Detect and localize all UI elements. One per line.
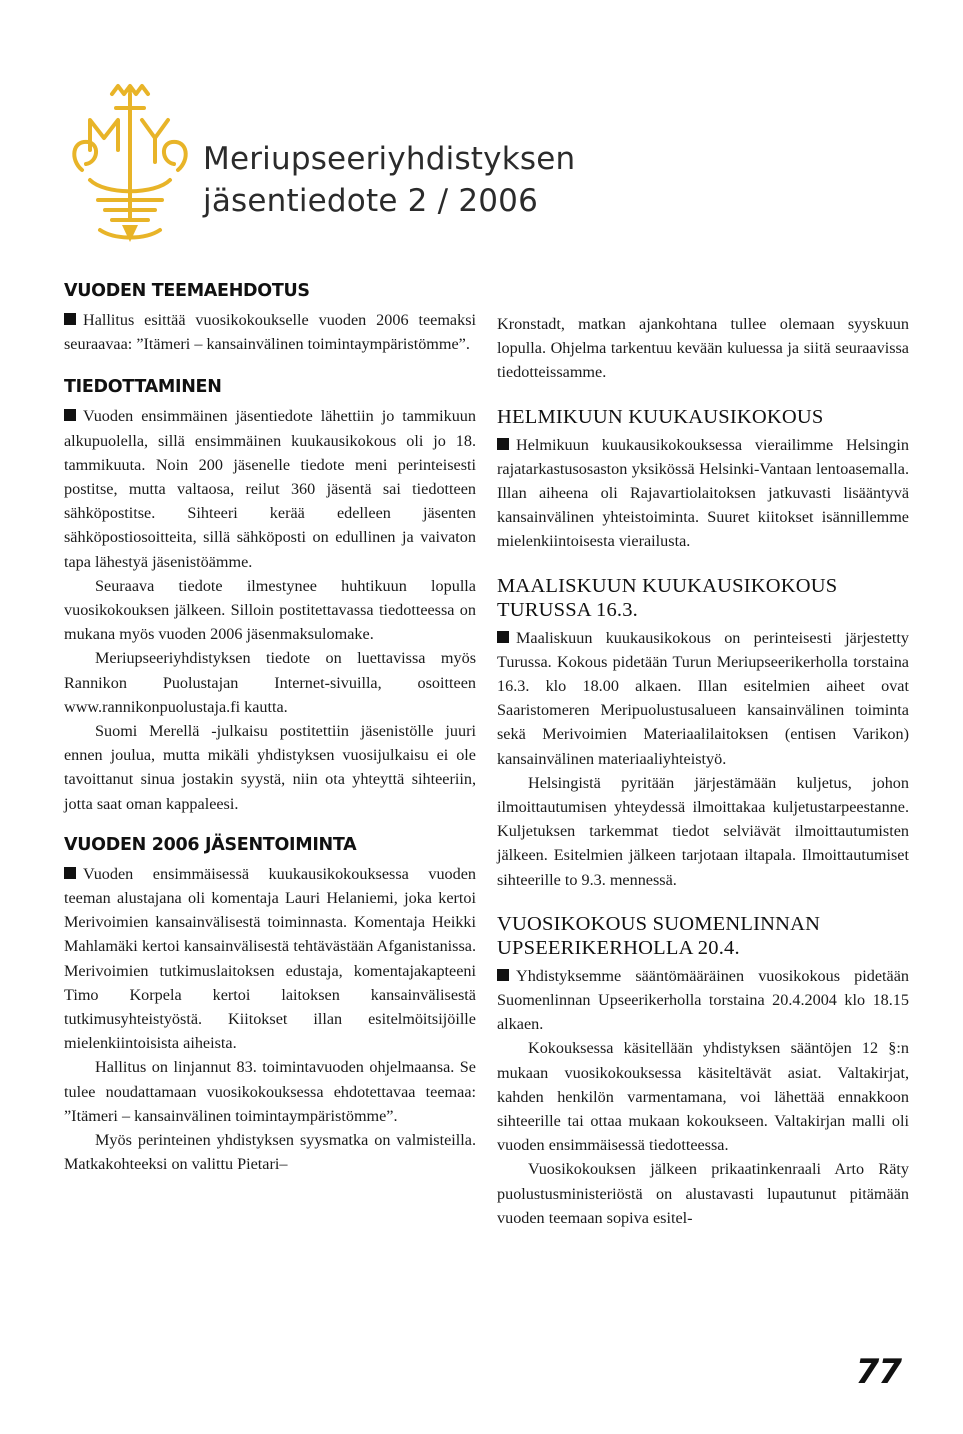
paragraph: Kronstadt, matkan ajankohtana tullee olemaan syyskuun lopulla. Ohjelma tarkentuu kevään kuluessa ja siitä seuraavissa tiedotteissamme. <box>497 315 909 382</box>
paragraph <box>64 308 476 356</box>
bullet-square-icon <box>497 969 509 981</box>
bullet-square-icon <box>64 867 76 879</box>
left-column <box>64 280 476 1177</box>
paragraph-text: Vuoden ensimmäisessä kuukausikokouksessa vuoden teeman alustajana oli komentaja Lauri Helaniemi, joka kertoi Merivoimien kansainvälisestä toiminnasta. Komentaja Heikki Mahlamäki kertoi kansainvälisestä tehtävästään Afganistanissa. Merivoimien tutkimuslaitoksen edustaja, komentajakapteeni Timo Korpela kertoi laitoksen kansainvälisestä tutkimusyhteistyöstä. Kiitokset illan esitelmöitsijöille mielenkiintoisista aiheista. <box>64 864 476 1053</box>
page-number: 77 <box>855 1352 901 1392</box>
section-heading-communication: TIEDOTTAMINEN <box>64 377 222 398</box>
paragraph-text: Maaliskuun kuukausikokous on perinteisesti järjestetty Turussa. Kokous pidetään Turun Meriupseerikerholla torstaina 16.3. klo 18.00 alkaen. Illan esitelmien aiheet ovat Saaristomeren Meripuolustusalueen kansainvälinen toiminta sekä Merivoimien Materiaalilaitoksen (entisen Varikon) kansainvälinen materiaaliyhteistyö. <box>497 628 909 768</box>
paragraph <box>497 964 909 1037</box>
paragraph: Seuraava tiedote ilmestynee huhtikuun lopulla vuosikokouksen jälkeen. Silloin postitettavassa tiedotteessa on mukana myös vuoden 2006 jäsenmaksulomake. <box>64 576 476 644</box>
paragraph-text: Vuoden ensimmäinen jäsentiedote lähettiin jo tammikuun alkupuolella, sillä ensimmäinen kuukausikokous oli jo 18. tammikuuta. Noin 200 jäsenelle tiedote meni perinteisesti postitse, mutta valtaosa, reilut 360 jäsentä sai tiedotteen sähköpostitse. Sihteeri kerää edelleen jäsenten sähköpostiosoitteita, sillä sähköposti on edullinen ja vaivaton tapa lähestyä jäsenistöämme. <box>64 407 476 571</box>
paragraph <box>497 433 909 554</box>
paragraph: Hallitus on linjannut 83. toimintavuoden ohjelmaansa. Se tulee noudattamaan vuosikokouksessa ehdotettavaa teemaa: ”Itämeri – kansainvälinen toimintaympäristömme”. <box>64 1058 476 1125</box>
bullet-square-icon <box>64 409 76 421</box>
masthead <box>60 80 580 250</box>
bullet-square-icon <box>64 313 76 325</box>
paragraph-text: Hallitus esittää vuosikokoukselle vuoden 2006 teemaksi seuraavaa: ”Itämeri – kansainvälinen toimintaympäristömme”. <box>64 311 476 354</box>
paragraph-text: Yhdistyksemme sääntömääräinen vuosikokous pidetään Suomenlinnan Upseerikerholla torstaina 20.4.2004 klo 18.15 alkaen. <box>497 966 909 1034</box>
association-emblem <box>60 80 195 245</box>
right-column <box>497 312 909 1230</box>
paragraph <box>64 404 476 573</box>
paragraph <box>64 862 476 1056</box>
paragraph <box>497 626 909 771</box>
title-line-1: Meriupseeriyhdistyksen <box>203 141 576 177</box>
section-heading-annual-meeting <box>497 912 909 960</box>
section-heading-march-meeting <box>497 574 909 622</box>
bullet-square-icon <box>497 631 509 643</box>
paragraph: Meriupseeriyhdistyksen tiedote on luettavissa myös Rannikon Puolustajan Internet-sivuilla, osoitteen www.rannikonpuolustaja.fi kautta. <box>64 649 476 716</box>
heading-line: MAALISKUUN KUUKAUSIKOKOUS <box>497 574 838 597</box>
heading-line: UPSEERIKERHOLLA 20.4. <box>497 936 740 959</box>
heading-line: VUOSIKOKOUS SUOMENLINNAN <box>497 912 821 935</box>
paragraph-text: Helmikuun kuukausikokouksessa vierailimme Helsingin rajatarkastusosaston yksikössä Helsinki-Vantaan lentoasemalla. Illan aiheena oli Rajavartiolaitoksen jatkuvasti lisääntyvä kansainvälinen yhteistoiminta. Suuret kiitokset isännillemme mielenkiintoisesta vierailusta. <box>497 435 909 551</box>
paragraph: Suomi Merellä -julkaisu postitettiin jäsenistölle juuri ennen joulua, mutta mikäli yhdistyksen vuosijulkaisu ei ole tavoittanut sinua jostakin syystä, niin ota yhteyttä sihteeriin, jotta saat oman kappaleesi. <box>64 722 476 813</box>
title-line-2: jäsentiedote 2 / 2006 <box>203 183 539 219</box>
paragraph: Kokouksessa käsitellään yhdistyksen sääntöjen 12 §:n mukaan vuosikokouksessa käsiteltävät asiat. Valtakirjat, kahden henkilön varmentamana, voi lähettää ennakkoon sihteerille tai ottaa mukaan kokoukseen. Valtakirjan malli oli vuoden ensimmäisessä tiedotteessa. <box>497 1039 909 1155</box>
paragraph: Myös perinteinen yhdistyksen syysmatka on valmisteilla. Matkakohteeksi on valittu Pietari– <box>64 1131 476 1174</box>
paragraph: Vuosikokouksen jälkeen prikaatinkenraali Arto Räty puolustusministeriöstä on alustavasti lupautunut pitämään vuoden teemaan sopiva esitel- <box>497 1160 909 1227</box>
section-heading-theme-proposal: VUODEN TEEMAEHDOTUS <box>64 281 310 301</box>
newsletter-title <box>203 138 575 222</box>
section-heading-member-activities: VUODEN 2006 JÄSENTOIMINTA <box>64 834 357 855</box>
bullet-square-icon <box>497 438 509 450</box>
heading-line: TURUSSA 16.3. <box>497 598 639 621</box>
paragraph: Helsingistä pyritään järjestämään kuljetus, johon ilmoittautumisen yhteydessä ilmoittakaa kuljetustarpeestanne. Kuljetuksen tarkemmat tiedot selviävät ilmoittautumisten jälkeen. Esitelmien jälkeen tarjotaan iltapala. Ilmoittautumiset sihteerille to 9.3. mennessä. <box>497 773 909 889</box>
section-heading-february-meeting: HELMIKUUN KUUKAUSIKOKOUS <box>497 405 824 428</box>
